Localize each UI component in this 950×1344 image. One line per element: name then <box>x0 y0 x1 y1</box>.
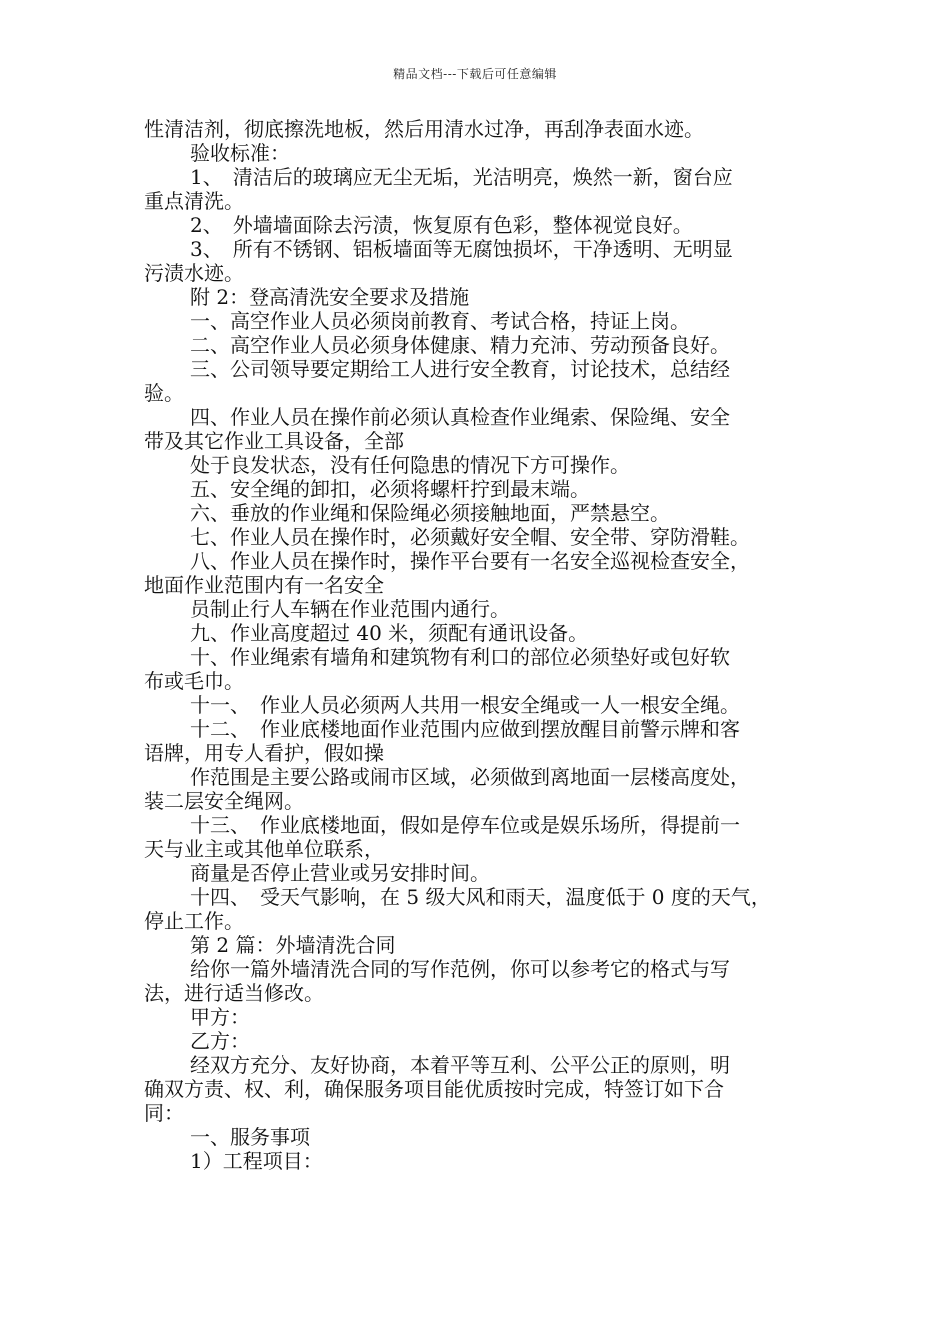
text-line: 附 2：登高清洗安全要求及措施 <box>190 285 470 309</box>
page-header: 精品文档---下载后可任意编辑 <box>393 67 557 81</box>
text-line: 天与业主或其他单位联系， <box>144 837 384 861</box>
text-line: 商量是否停止营业或另安排时间。 <box>190 861 490 885</box>
document-body <box>144 117 812 1173</box>
text-line: 五、安全绳的卸扣，必须将螺杆拧到最末端。 <box>190 477 590 501</box>
text-line: 重点清洗。 <box>144 189 244 213</box>
text-line: 3、 所有不锈钢、铝板墙面等无腐蚀损坏，干净透明、无明显 <box>190 237 733 261</box>
text-line: 一、服务事项 <box>190 1125 310 1149</box>
text-line: 作范围是主要公路或闹市区域，必须做到离地面一层楼高度处， <box>190 765 750 789</box>
text-line: 验。 <box>144 381 184 405</box>
text-line: 2、 外墙墙面除去污渍，恢复原有色彩，整体视觉良好。 <box>190 213 693 237</box>
text-line: 装二层安全绳网。 <box>144 789 304 813</box>
text-line: 布或毛巾。 <box>144 669 244 693</box>
text-line: 验收标准： <box>190 141 290 165</box>
text-line: 语牌，用专人看护，假如操 <box>144 741 384 765</box>
text-line: 地面作业范围内有一名安全 <box>144 573 384 597</box>
text-line: 乙方： <box>190 1029 250 1053</box>
text-line: 二、高空作业人员必须身体健康、精力充沛、劳动预备良好。 <box>190 333 730 357</box>
text-line: 十二、 作业底楼地面作业范围内应做到摆放醒目前警示牌和客 <box>190 717 740 741</box>
text-line: 给你一篇外墙清洗合同的写作范例，你可以参考它的格式与写 <box>190 957 730 981</box>
text-line: 第 2 篇：外墙清洗合同 <box>190 933 396 957</box>
text-line: 法，进行适当修改。 <box>144 981 324 1005</box>
text-line: 十、作业绳索有墙角和建筑物有利口的部位必须垫好或包好软 <box>190 645 730 669</box>
text-line: 甲方： <box>190 1005 250 1029</box>
text-line: 八、作业人员在操作时，操作平台要有一名安全巡视检查安全， <box>190 549 750 573</box>
text-line: 十三、 作业底楼地面，假如是停车位或是娱乐场所，得提前一 <box>190 813 740 837</box>
text-line: 三、公司领导要定期给工人进行安全教育，讨论技术，总结经 <box>190 357 730 381</box>
text-line: 带及其它作业工具设备，全部 <box>144 429 404 453</box>
text-line: 1、 清洁后的玻璃应无尘无垢，光洁明亮，焕然一新，窗台应 <box>190 165 733 189</box>
text-line: 处于良发状态，没有任何隐患的情况下方可操作。 <box>190 453 630 477</box>
text-line: 九、作业高度超过 40 米，须配有通讯设备。 <box>190 621 589 645</box>
text-line: 停止工作。 <box>144 909 244 933</box>
text-line: 1）工程项目： <box>190 1149 323 1173</box>
text-line: 污渍水迹。 <box>144 261 244 285</box>
text-line: 七、作业人员在操作时，必须戴好安全帽、安全带、穿防滑鞋。 <box>190 525 750 549</box>
text-line: 性清洁剂，彻底擦洗地板，然后用清水过净，再刮净表面水迹。 <box>144 117 704 141</box>
text-line: 十一、 作业人员必须两人共用一根安全绳或一人一根安全绳。 <box>190 693 740 717</box>
text-line: 四、作业人员在操作前必须认真检查作业绳索、保险绳、安全 <box>190 405 730 429</box>
text-line: 员制止行人车辆在作业范围内通行。 <box>190 597 510 621</box>
text-line: 同： <box>144 1101 184 1125</box>
text-line: 六、垂放的作业绳和保险绳必须接触地面，严禁悬空。 <box>190 501 670 525</box>
text-line: 一、高空作业人员必须岗前教育、考试合格，持证上岗。 <box>190 309 690 333</box>
text-line: 经双方充分、友好协商，本着平等互利、公平公正的原则，明 <box>190 1053 730 1077</box>
text-line: 确双方责、权、利，确保服务项目能优质按时完成，特签订如下合 <box>144 1077 724 1101</box>
text-line: 十四、 受天气影响，在 5 级大风和雨天，温度低于 0 度的天气， <box>190 885 771 909</box>
